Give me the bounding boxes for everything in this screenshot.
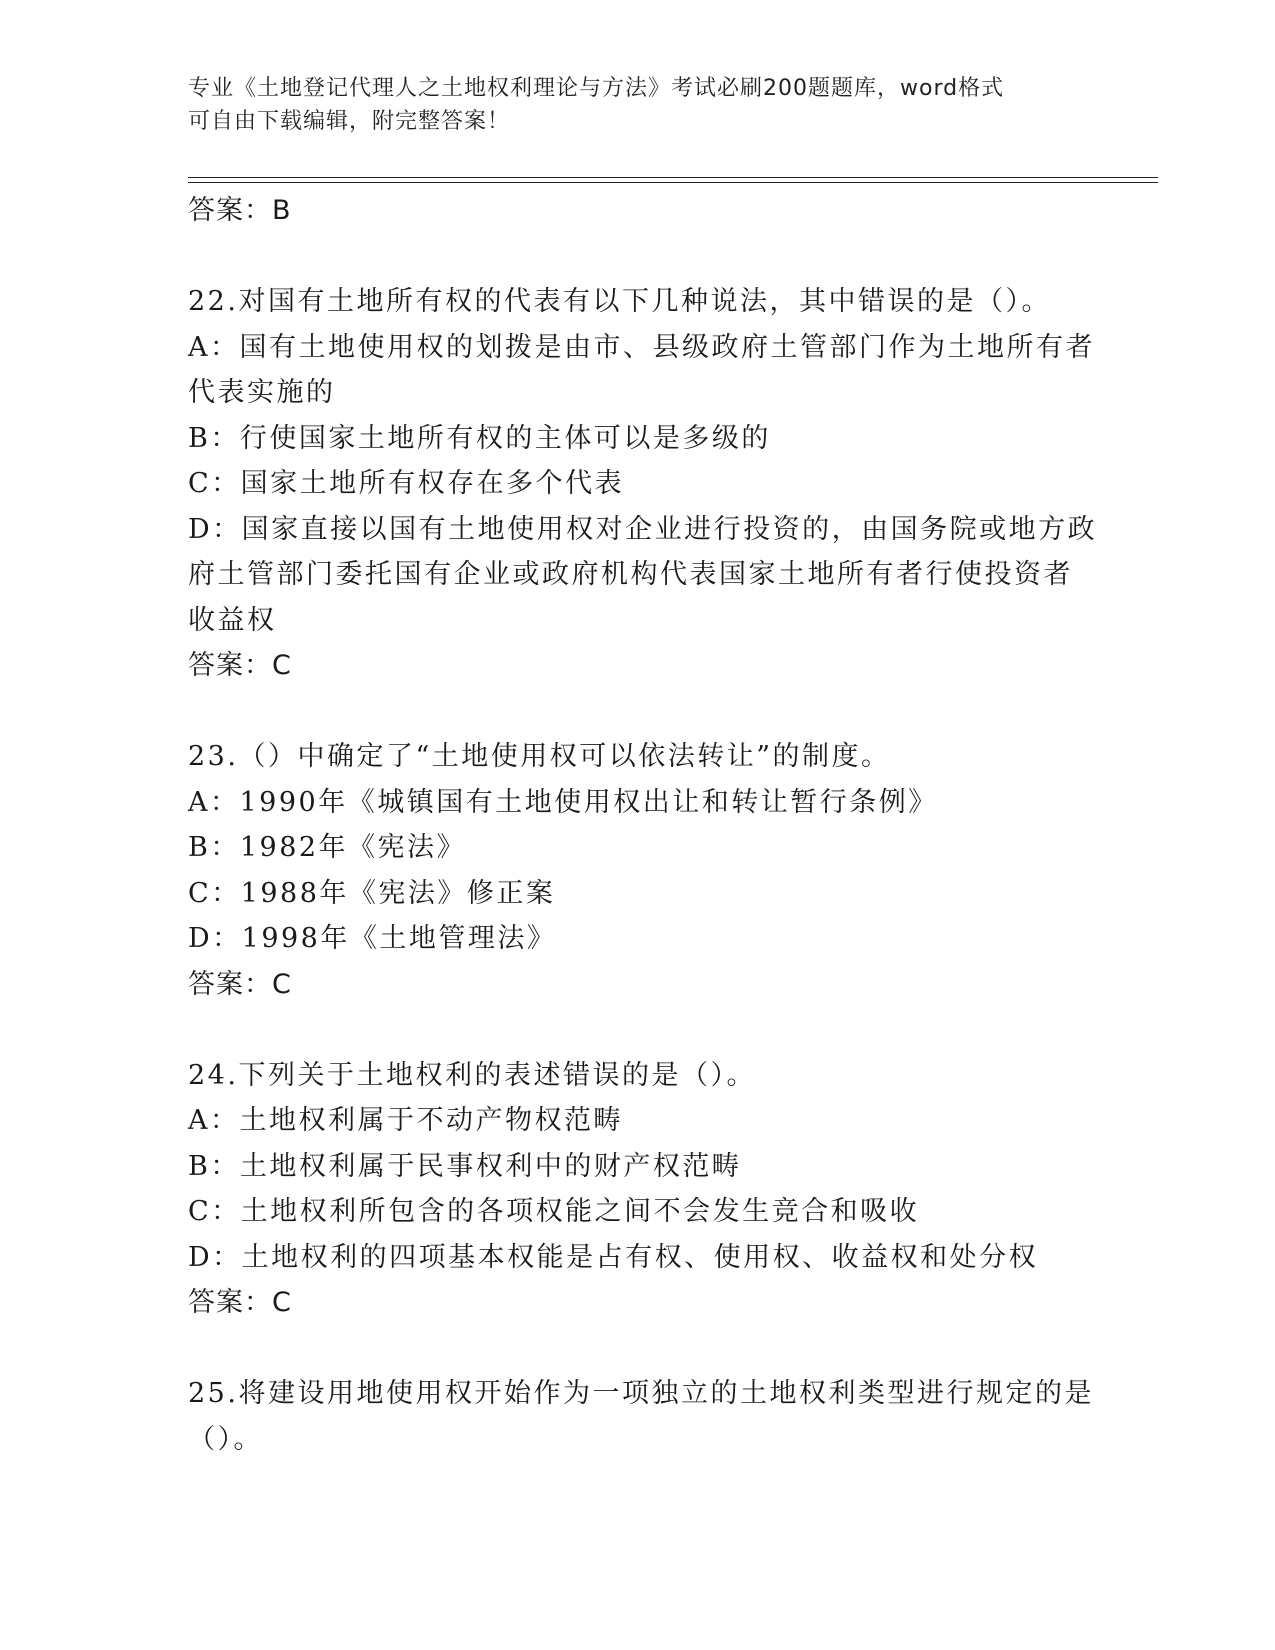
option-c: C：国家土地所有权存在多个代表 (188, 468, 625, 499)
option-a: A：土地权利属于不动产物权范畴 (188, 1105, 623, 1136)
question-stem-cont: （）。 (188, 1423, 263, 1455)
spacer (188, 1007, 1148, 1053)
question-24 (188, 1053, 1148, 1326)
option-c: C：土地权利所包含的各项权能之间不会发生竞合和吸收 (188, 1196, 920, 1227)
spacer (188, 234, 1148, 280)
spacer (188, 689, 1148, 735)
option-d: D：1998年《土地管理法》 (188, 923, 557, 954)
option-b: B：1982年《宪法》 (188, 832, 467, 863)
question-stem: 22.对国有土地所有权的代表有以下几种说法，其中错误的是（）。 (188, 286, 1051, 317)
option-d: D：土地权利的四项基本权能是占有权、使用权、收益权和处分权 (188, 1241, 1039, 1273)
question-stem: 23.（）中确定了“土地使用权可以依法转让”的制度。 (188, 741, 891, 772)
answer-line: 答案：C (188, 650, 292, 681)
header-line-2: 可自由下载编辑，附完整答案！ (188, 109, 511, 134)
option-b: B：行使国家土地所有权的主体可以是多级的 (188, 422, 771, 454)
document-header (188, 72, 1068, 138)
question-23 (188, 734, 1148, 1007)
answer-line: 答案：C (188, 1287, 292, 1318)
spacer (188, 1326, 1148, 1372)
option-a: A：1990年《城镇国有土地使用权出让和转让暂行条例》 (188, 786, 938, 818)
header-line-1: 专业《土地登记代理人之土地权利理论与方法》考试必刷200题题库，word格式 (188, 76, 1005, 101)
question-stem: 25.将建设用地使用权开始作为一项独立的土地权利类型进行规定的是 (188, 1378, 1094, 1409)
option-a-cont: 代表实施的 (188, 377, 336, 408)
header-rule-bottom (188, 182, 1158, 183)
option-b: B：土地权利属于民事权利中的财产权范畴 (188, 1150, 742, 1182)
question-stem: 24.下列关于土地权利的表述错误的是（）。 (188, 1059, 756, 1091)
option-d: D：国家直接以国有土地使用权对企业进行投资的，由国务院或地方政 (188, 513, 1098, 545)
option-c: C：1988年《宪法》修正案 (188, 877, 556, 909)
question-list (188, 188, 1148, 1462)
option-d-cont-1: 府土管部门委托国有企业或政府机构代表国家土地所有者行使投资者 (188, 559, 1073, 590)
option-d-cont-2: 收益权 (188, 604, 277, 636)
question-25 (188, 1371, 1148, 1462)
header-rule-top (188, 177, 1158, 178)
question-22 (188, 279, 1148, 689)
answer-line: 答案：C (188, 968, 292, 1000)
option-a: A：国有土地使用权的划拨是由市、县级政府土管部门作为土地所有者 (188, 331, 1095, 363)
answer-line: 答案：B (188, 195, 292, 226)
